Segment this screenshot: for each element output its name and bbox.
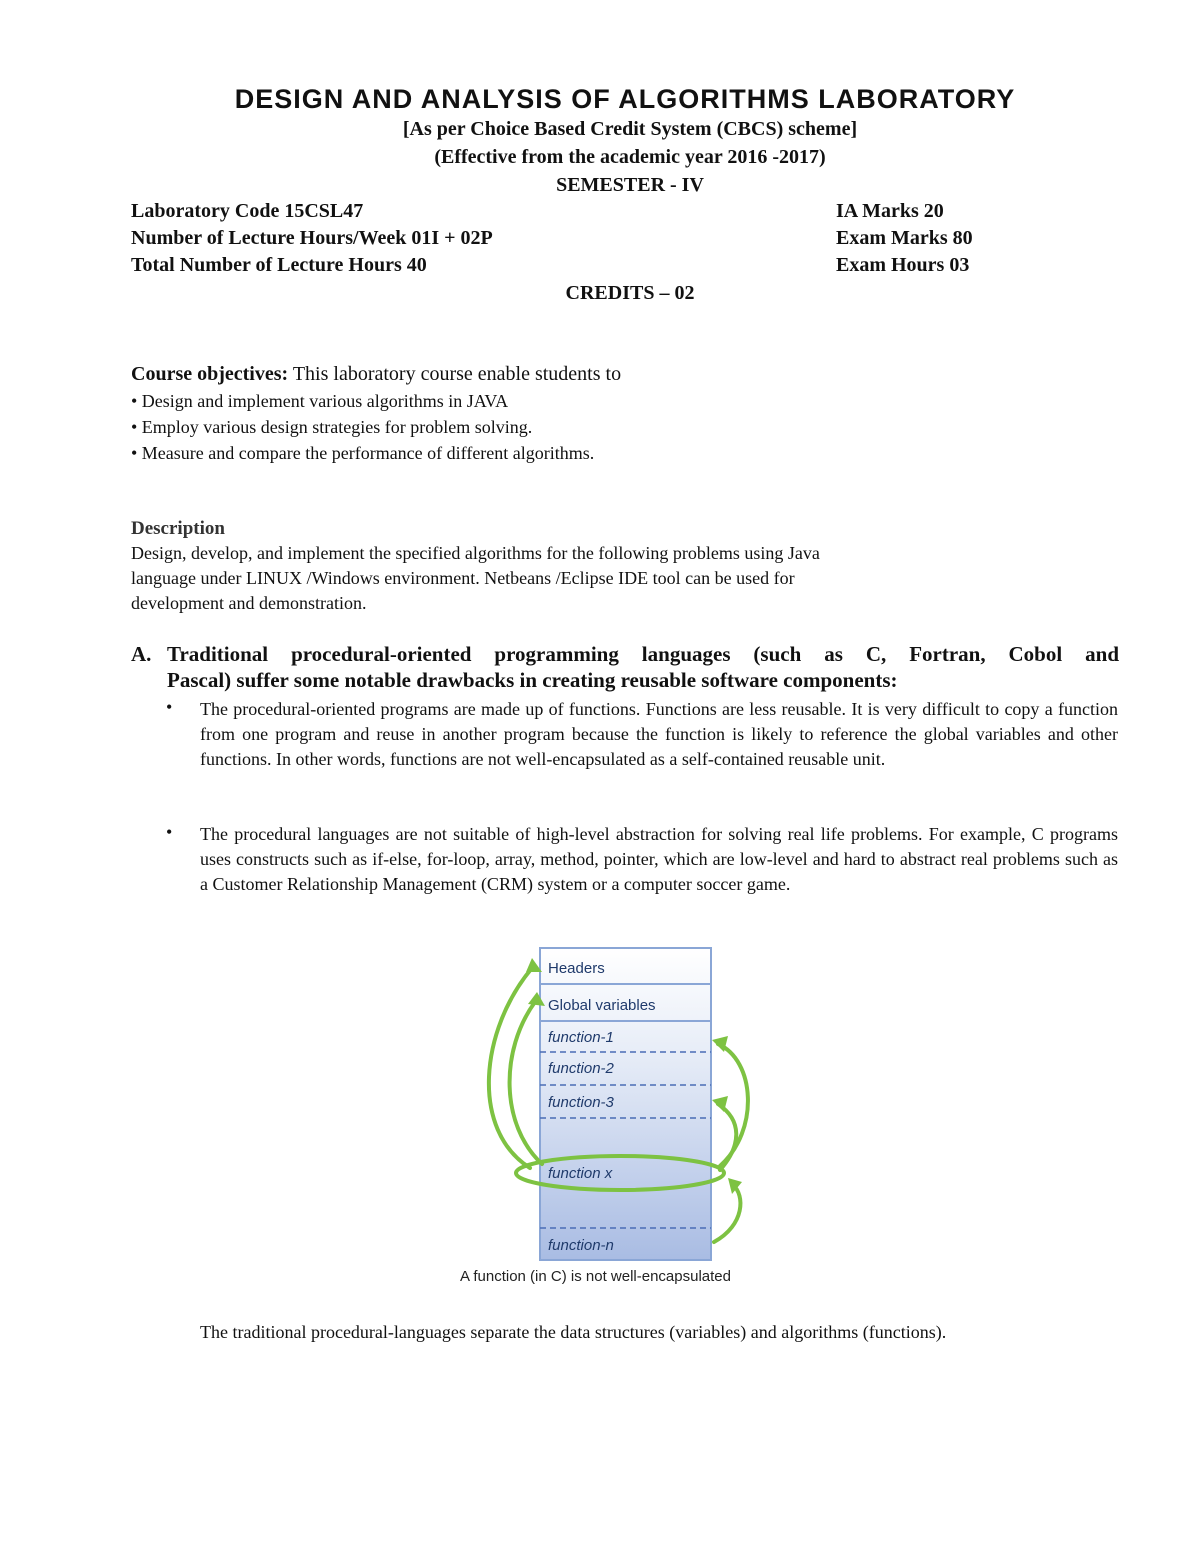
diagram-label-function-n: function-n [548, 1237, 614, 1254]
effective-line: (Effective from the academic year 2016 -2017) [434, 146, 826, 168]
section-a-heading-line1: Traditional procedural-oriented programming languages (such as C, Fortran, Cobol and [167, 642, 1119, 666]
credits-line: CREDITS – 02 [565, 282, 695, 304]
bullet-marker: • [166, 697, 173, 717]
objectives-intro-text: This laboratory course enable students to [288, 363, 622, 385]
description-line: development and demonstration. [131, 593, 367, 613]
section-a-marker: A. [131, 642, 152, 666]
exam-marks: Exam Marks 80 [836, 227, 973, 249]
diagram-label-function-1: function-1 [548, 1029, 614, 1046]
exam-hours: Exam Hours 03 [836, 254, 970, 276]
arrow-to-function-3 [718, 1104, 736, 1170]
closing-paragraph: The traditional procedural-languages separate the data structures (variables) and algorithms (functions). [200, 1322, 947, 1342]
document-title: DESIGN AND ANALYSIS OF ALGORITHMS LABORATORY [234, 84, 1016, 114]
diagram-label-globals: Global variables [548, 997, 656, 1014]
arrow-from-function-n [714, 1185, 740, 1242]
objective-item: • Employ various design strategies for problem solving. [131, 417, 533, 437]
bullet-marker: • [166, 822, 173, 842]
diagram-label-function-2: function-2 [548, 1060, 614, 1077]
diagram-label-function-3: function-3 [548, 1094, 614, 1111]
lab-code: Laboratory Code 15CSL47 [131, 200, 364, 222]
encapsulation-diagram [470, 940, 770, 1270]
lecture-hours-week: Number of Lecture Hours/Week 01I + 02P [131, 227, 493, 249]
total-lecture-hours: Total Number of Lecture Hours 40 [131, 254, 427, 276]
description-line: language under LINUX /Windows environment. Netbeans /Eclipse IDE tool can be used for [131, 568, 795, 588]
diagram-caption: A function (in C) is not well-encapsulated [460, 1268, 731, 1285]
objectives-label: Course objectives: [131, 363, 289, 385]
objective-item: • Design and implement various algorithms in JAVA [131, 391, 509, 411]
section-a-bullet-1: The procedural-oriented programs are made up of functions. Functions are less reusable. It is very difficult to copy a function from one program and reuse in another program because the function is likely to reference the global variables and other functions. In other words, functions are not well-encapsulated as a self-contained reusable unit. [200, 699, 1118, 769]
arrow-to-globals [510, 1002, 542, 1164]
section-a-heading-line2: Pascal) suffer some notable drawbacks in creating reusable software components: [167, 668, 898, 692]
objective-item: • Measure and compare the performance of different algorithms. [131, 443, 595, 463]
semester-line: SEMESTER - IV [556, 174, 704, 196]
description-heading: Description [131, 518, 225, 539]
scheme-line: [As per Choice Based Credit System (CBCS) scheme] [402, 118, 858, 140]
description-line: Design, develop, and implement the specified algorithms for the following problems using Java [131, 543, 820, 563]
section-a-bullet-2: The procedural languages are not suitable of high-level abstraction for solving real life problems. For example, C programs uses constructs such as if-else, for-loop, array, method, pointer, which are low-level and hard to abstract real problems such as a Customer Relationship Management (CRM) system or a computer soccer game. [200, 824, 1118, 894]
ia-marks: IA Marks 20 [836, 200, 944, 222]
diagram-label-function-x: function x [548, 1165, 613, 1182]
diagram-label-headers: Headers [548, 960, 605, 977]
objectives-intro [131, 363, 621, 386]
